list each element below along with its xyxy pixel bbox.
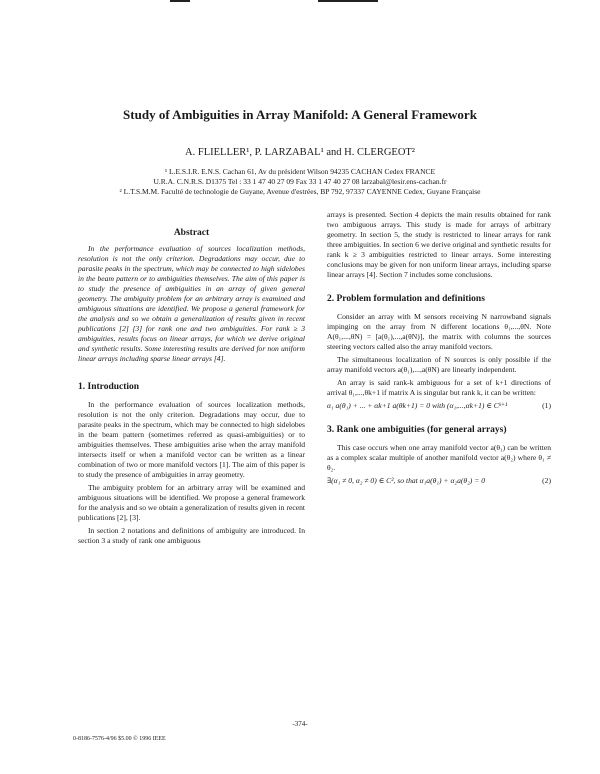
left-column <box>78 228 305 549</box>
affiliation-1b: U.R.A. C.N.R.S. D1375 Tel : 33 1 47 40 27 09 Fax 33 1 47 40 27 08 larzabal@lesir.ens-cachan.fr <box>153 177 447 186</box>
abstract-text: In the performance evaluation of sources localization methods, resolution is not the only criterion. Degradations may occur, due to parasite peaks in the spectrum, which may be connected to high sidelobes in the beam pattern or to ambiguities themselves. The aim of this paper is to study the presence of ambiguities in an array of given general geometry. The ambiguity problem for an arbitrary array is examined and ambiguous situations are identified. We propose a general framework for the analysis and so we obtain a generalization of results given in recent publications [2] [3] for rank one and two ambiguities. For rank ≥ 3 ambiguities, results focus on linear arrays, for which we derive original and synthetic results. Some interesting results are derived for non uniform linear arrays including sparse linear arrays [4]. <box>78 244 305 363</box>
top-rule-2 <box>318 0 378 2</box>
affiliation-1a: ¹ L.E.S.I.R. E.N.S. Cachan 61, Av du président Wilson 94235 CACHAN Cedex FRANCE <box>164 167 436 176</box>
intro-paragraph-3: In section 2 notations and definitions of ambiguity are introduced. In section 3 a study of rank one ambiguous <box>78 526 305 545</box>
right-intro-text: arrays is presented. Section 4 depicts the main results obtained for rank two ambiguous arrays. This study is made for arrays of arbitrary geometry. In section 5, the study is restricted to linear arrays for rank three ambiguities. In section 6 we derive original and synthetic results for rank k ≥ 3 ambiguities restricted to linear arrays. Some interesting conclusions may be given for non uniform linear arrays, including sparse linear arrays [4]. Section 7 includes some conclusions. <box>327 210 551 279</box>
section3-paragraph-1: This case occurs when one array manifold vector a(θ₁) can be written as a complex scalar multiple of another manifold vector a(θ₂) where θ₁ ≠ θ₂. <box>327 443 551 472</box>
intro-paragraph-1: In the performance evaluation of sources localization methods, resolution is not the only criterion. Degradations may occur, due to parasite peaks in the spectrum, which may be connected to high sidelobes in the beam pattern (sometimes referred as quasi-ambiguities) or to ambiguities themselves. These ambiguities arise when the array manifold intersects itself or when a manifold vector can be written as a linear combination of two or more manifold vectors [1]. The aim of this paper is to study the presence of ambiguities in array geometry. <box>78 400 305 479</box>
section2-paragraph-1: Consider an array with M sensors receiving N narrowband signals impinging on the array from N different locations θ₁,...,θN. Note A(θ₁,...,θN) = [a(θ₁),...,a(θN)], the matrix with columns the sources steering vectors called also the array manifold vectors. <box>327 312 551 351</box>
intro-heading: 1. Introduction <box>78 382 140 392</box>
section3-heading: 3. Rank one ambiguities (for general arrays) <box>327 425 507 435</box>
authors: A. FLIELLER¹, P. LARZABAL¹ and H. CLERGEOT² <box>185 147 415 158</box>
isbn-footer: 0-8186-7576-4/96 $5.00 © 1996 IEEE <box>73 736 166 742</box>
equation-2-number: (2) <box>542 476 551 485</box>
section2-paragraph-3: An array is said rank-k ambiguous for a set of k+1 directions of arrival θ₁,...,θk+1 if matrix A is singular but rank k, it can be written: <box>327 378 551 397</box>
section2-paragraph-2: The simultaneous localization of N sources is only possible if the array manifold vectors a(θ₁),...,a(θN) are linearly independent. <box>327 355 551 374</box>
right-column <box>327 210 551 489</box>
equation-2-text: ∃(α₁ ≠ 0, α₂ ≠ 0) ∈ C², so that α₁a(θ₁) + α₂a(θ₂) = 0 <box>327 476 486 485</box>
equation-2 <box>327 476 551 486</box>
section2-heading: 2. Problem formulation and definitions <box>327 294 485 304</box>
intro-paragraph-2: The ambiguity problem for an arbitrary array will be examined and ambiguous situations will be identified. We propose a general framework for the analysis and so we obtain a generalization of results given in recent publications [2], [3]. <box>78 483 305 522</box>
abstract-heading: Abstract <box>173 228 210 238</box>
paper-title: Study of Ambiguities in Array Manifold: A General Framework <box>123 107 477 122</box>
equation-1 <box>327 401 551 411</box>
top-rule-1 <box>170 0 190 2</box>
equation-1-text: α₁ a(θ₁) + ... + αk+1 a(θk+1) = 0 with (α₁,...,αk+1) ∈ Cᵏ⁺¹ <box>327 401 508 410</box>
equation-1-number: (1) <box>542 401 551 410</box>
abstract-body <box>78 244 305 364</box>
affiliation-2: ² L.T.S.M.M. Faculté de technologie de Guyane, Avenue d'estrées, BP 792, 97337 CAYENNE Cedex, Guyane Française <box>119 187 481 196</box>
page-number: -374- <box>292 720 308 728</box>
